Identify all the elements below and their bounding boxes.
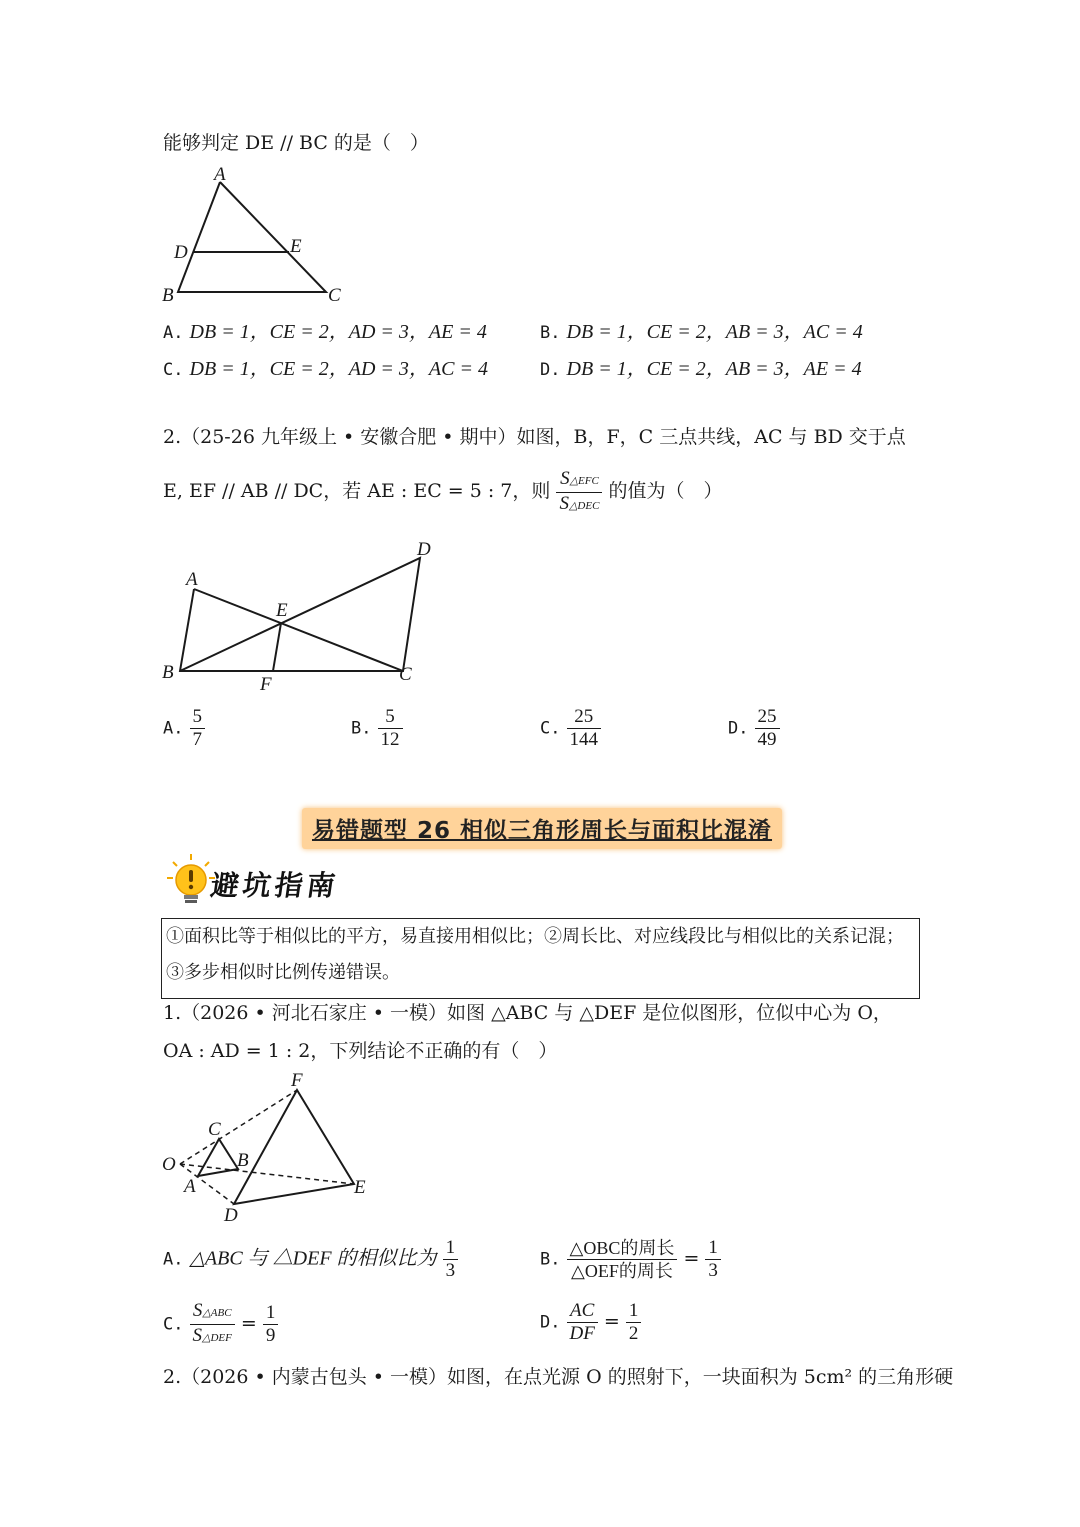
- option-b[interactable]: B. DB = 1，CE = 2，AB = 3，AC = 4: [540, 321, 863, 343]
- label-D: D: [224, 1205, 238, 1226]
- label-A: A: [186, 569, 198, 590]
- label-D: D: [417, 539, 431, 560]
- label-C: C: [399, 664, 412, 685]
- guide-line-1: ①面积比等于相似比的平方，易直接用相似比；②周长比、对应线段比与相似比的关系记混；: [166, 926, 904, 947]
- homothety-figure: [158, 1068, 378, 1226]
- guide-line-2: ③多步相似时比例传递错误。: [166, 962, 400, 983]
- question-2a-line1: 2.（25-26 九年级上 • 安徽合肥 • 期中）如图，B，F，C 三点共线，AC 与 BD 交于点: [163, 426, 906, 448]
- option-c[interactable]: C. $\frac{\text{S△ABC}}{\text{S△DEF}}$ = $\frac{1}{9}$: [163, 1300, 278, 1349]
- label-B: B: [162, 662, 174, 683]
- label-O: O: [162, 1154, 176, 1175]
- option-d[interactable]: D. DB = 1，CE = 2，AB = 3，AE = 4: [540, 358, 862, 380]
- label-B: B: [237, 1150, 249, 1171]
- option-c[interactable]: C. $\frac{25}{144}$: [540, 706, 601, 751]
- option-a[interactable]: A. △ABC 与 △DEF 的相似比为 $\frac{1}{3}$: [163, 1237, 458, 1282]
- option-c[interactable]: C. DB = 1，CE = 2，AD = 3，AC = 4: [163, 358, 488, 380]
- option-d[interactable]: D. $\frac{25}{49}$: [728, 706, 780, 751]
- question-2b-line: 2.（2026 • 内蒙古包头 • 一模）如图，在点光源 O 的照射下，一块面积为 5cm² 的三角形硬: [163, 1366, 954, 1388]
- question-1b-line1: 1.（2026 • 河北石家庄 • 一模）如图 △ABC 与 △DEF 是位似图形，位似中心为 O，: [163, 1002, 892, 1024]
- section-title-banner: 易错题型 26 相似三角形周长与面积比混淆: [302, 808, 782, 849]
- label-C: C: [328, 285, 341, 306]
- label-A: A: [214, 164, 226, 185]
- triangle-figure-1: [158, 162, 358, 312]
- guide-heading: 避坑指南: [165, 852, 365, 908]
- bowtie-figure: [158, 535, 448, 695]
- label-F: F: [291, 1070, 303, 1091]
- label-E: E: [290, 236, 302, 257]
- option-a[interactable]: A. DB = 1，CE = 2，AD = 3，AE = 4: [163, 321, 487, 343]
- label-A: A: [184, 1176, 196, 1197]
- question-1b-line2: OA : AD = 1 : 2，下列结论不正确的有（ ）: [163, 1040, 558, 1062]
- option-a[interactable]: A. $\frac{5}{7}$: [163, 706, 205, 751]
- guide-box: [161, 918, 920, 999]
- label-E: E: [354, 1177, 366, 1198]
- label-B: B: [162, 285, 174, 306]
- area-ratio-fraction: $\frac{\text{S△EFC}}{\text{S△DEC}}$: [556, 468, 602, 517]
- question-2a-line2: E, EF // AB // DC，若 AE : EC = 5 : 7，则 $\frac{\text{S△EFC}}{\text{S△DEC}}$ 的值为（ ）: [163, 466, 722, 517]
- label-F: F: [260, 674, 272, 695]
- question-stem: 能够判定 DE // BC 的是（ ）: [163, 132, 429, 154]
- option-d[interactable]: D. $\frac{AC}{DF}$ = $\frac{1}{2}$: [540, 1300, 641, 1345]
- label-D: D: [174, 242, 188, 263]
- option-b[interactable]: B. $\frac{5}{12}$: [351, 706, 403, 751]
- label-E: E: [276, 600, 288, 621]
- option-b[interactable]: B. $\frac{\text{△OBC的周长}}{\text{△OEF的周长}}$ = $\frac{1}{3}$: [540, 1237, 721, 1282]
- label-C: C: [208, 1119, 221, 1140]
